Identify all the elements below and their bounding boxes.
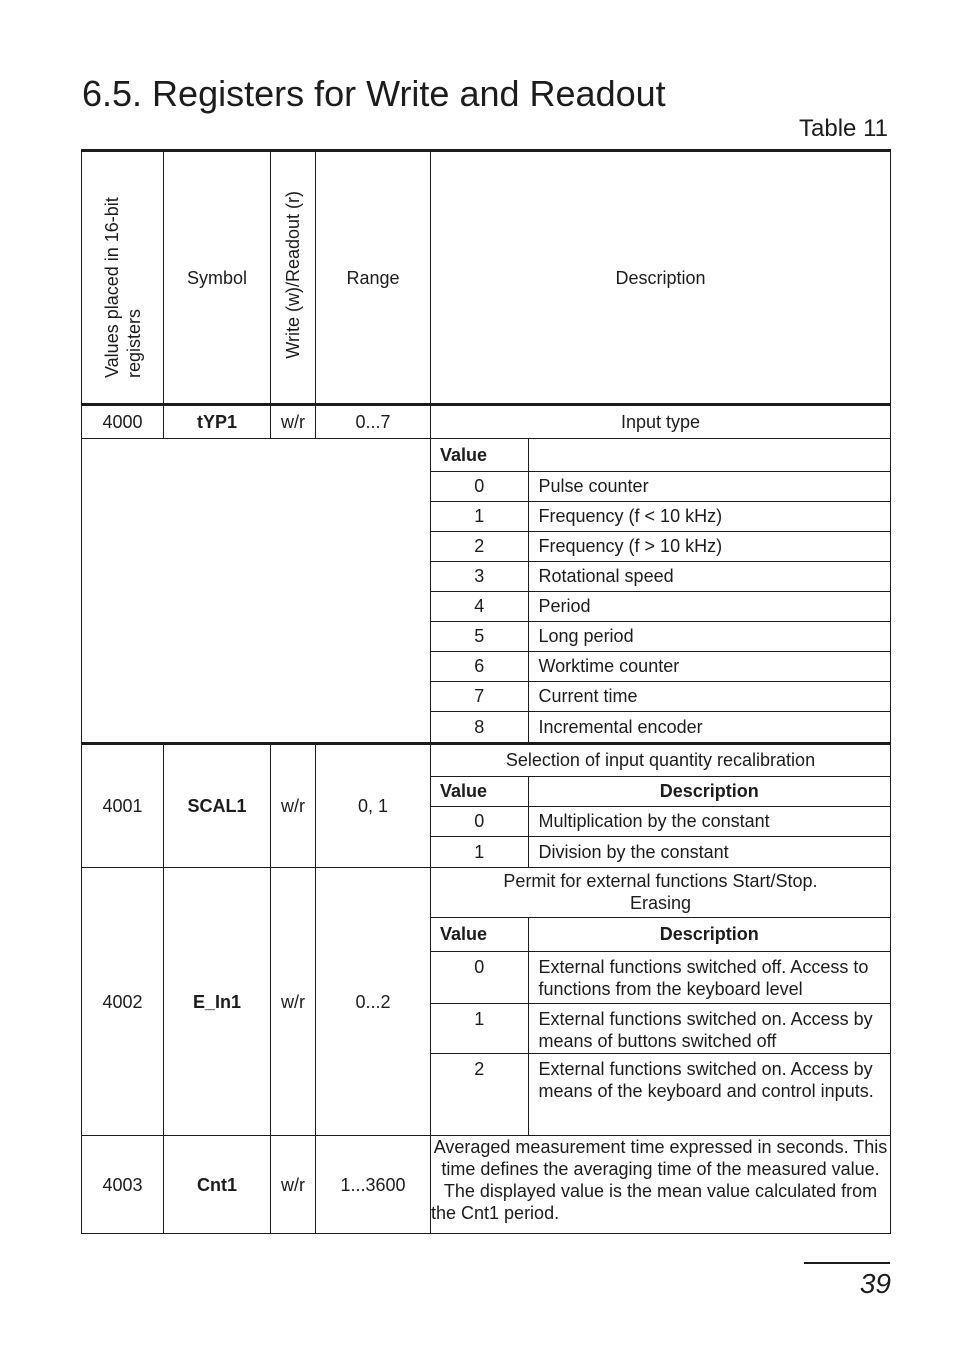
register-title: Permit for external functions Start/Stop. Erasing xyxy=(431,868,890,917)
list-item xyxy=(431,836,890,867)
register-range: 0...2 xyxy=(316,868,431,1136)
header-values: Values placed in 16-bit registers xyxy=(101,196,144,378)
register-access: w/r xyxy=(271,1136,316,1234)
option-text: Frequency (f < 10 kHz) xyxy=(528,501,890,531)
register-symbol: tYP1 xyxy=(164,405,271,439)
option-value: 6 xyxy=(431,651,528,681)
header-rw: Write (w)/Readout (r) xyxy=(283,191,303,359)
list-item xyxy=(431,531,890,561)
option-value: 2 xyxy=(431,1053,528,1135)
desc-header xyxy=(528,439,890,471)
option-text: External functions switched off. Access to functions from the keyboard level xyxy=(528,951,890,1003)
list-item xyxy=(431,471,890,501)
options-cell xyxy=(431,744,891,868)
list-item xyxy=(431,621,890,651)
options-header xyxy=(431,776,890,806)
register-address: 4003 xyxy=(82,1136,164,1234)
registers-table xyxy=(81,149,891,1234)
option-text: External functions switched on. Access by means of the keyboard and control inputs. xyxy=(538,1058,874,1101)
register-title: Selection of input quantity recalibration xyxy=(431,745,890,776)
option-value: 1 xyxy=(431,501,528,531)
list-item xyxy=(431,501,890,531)
footer-rule xyxy=(804,1262,890,1264)
list-item xyxy=(431,591,890,621)
header-values-cell xyxy=(82,151,164,405)
options-table xyxy=(431,745,890,867)
table-header-row xyxy=(82,151,891,405)
header-range: Range xyxy=(316,151,431,405)
option-value: 0 xyxy=(431,806,528,836)
register-symbol: SCAL1 xyxy=(164,744,271,868)
option-value: 2 xyxy=(431,531,528,561)
list-item xyxy=(431,561,890,591)
list-item xyxy=(431,651,890,681)
value-header: Value xyxy=(431,439,528,471)
table-row xyxy=(82,868,891,1136)
options-cell xyxy=(431,868,891,1136)
list-item xyxy=(431,711,890,742)
register-address: 4002 xyxy=(82,868,164,1136)
option-text: Worktime counter xyxy=(528,651,890,681)
header-rw-cell xyxy=(271,151,316,405)
option-text: Period xyxy=(528,591,890,621)
table-row xyxy=(82,744,891,868)
register-symbol: E_In1 xyxy=(164,868,271,1136)
option-text: Rotational speed xyxy=(528,561,890,591)
value-header: Value xyxy=(431,917,528,951)
table-row xyxy=(82,405,891,439)
option-value: 1 xyxy=(431,1003,528,1053)
option-value: 3 xyxy=(431,561,528,591)
register-description: Averaged measurement time expressed in seconds. This time defines the averaging time of the measured value. The displayed value is the mean value calculated from the Cnt1 period. xyxy=(431,1136,891,1234)
list-item xyxy=(431,951,890,1003)
options-table xyxy=(431,439,890,742)
option-text: Long period xyxy=(528,621,890,651)
option-value: 0 xyxy=(431,951,528,1003)
page-title: 6.5. Registers for Write and Readout xyxy=(82,73,666,114)
option-text: Multiplication by the constant xyxy=(528,806,890,836)
option-value: 5 xyxy=(431,621,528,651)
list-item xyxy=(431,1053,890,1135)
option-value: 1 xyxy=(431,836,528,867)
empty-cell xyxy=(82,439,431,744)
list-item xyxy=(431,1003,890,1053)
list-item xyxy=(431,806,890,836)
table-row xyxy=(82,1136,891,1234)
register-symbol: Cnt1 xyxy=(164,1136,271,1234)
register-access: w/r xyxy=(271,868,316,1136)
register-range: 0...7 xyxy=(316,405,431,439)
desc-header: Description xyxy=(528,917,890,951)
option-value: 0 xyxy=(431,471,528,501)
options-header xyxy=(431,917,890,951)
register-range: 1...3600 xyxy=(316,1136,431,1234)
table-label: Table 11 xyxy=(799,115,888,142)
register-title: Input type xyxy=(431,405,891,439)
option-text: Pulse counter xyxy=(528,471,890,501)
option-text: Frequency (f > 10 kHz) xyxy=(528,531,890,561)
register-address: 4000 xyxy=(82,405,164,439)
option-text: Current time xyxy=(528,681,890,711)
option-text: Incremental encoder xyxy=(538,716,703,737)
options-cell xyxy=(431,439,891,744)
desc-header: Description xyxy=(528,776,890,806)
options-table xyxy=(431,868,890,1135)
list-item xyxy=(431,681,890,711)
options-title-row xyxy=(431,868,890,917)
value-header: Value xyxy=(431,776,528,806)
options-header xyxy=(431,439,890,471)
register-range: 0, 1 xyxy=(316,744,431,868)
table-row-options xyxy=(82,439,891,744)
header-symbol: Symbol xyxy=(164,151,271,405)
header-description: Description xyxy=(431,151,891,405)
option-text: External functions switched on. Access by means of buttons switched off xyxy=(528,1003,890,1053)
page-number: 39 xyxy=(859,1268,891,1299)
options-title-row xyxy=(431,745,890,776)
register-address: 4001 xyxy=(82,744,164,868)
register-access: w/r xyxy=(271,744,316,868)
option-value: 4 xyxy=(431,591,528,621)
option-value: 8 xyxy=(431,711,528,742)
option-value: 7 xyxy=(431,681,528,711)
register-access: w/r xyxy=(271,405,316,439)
option-text: Division by the constant xyxy=(538,841,729,862)
